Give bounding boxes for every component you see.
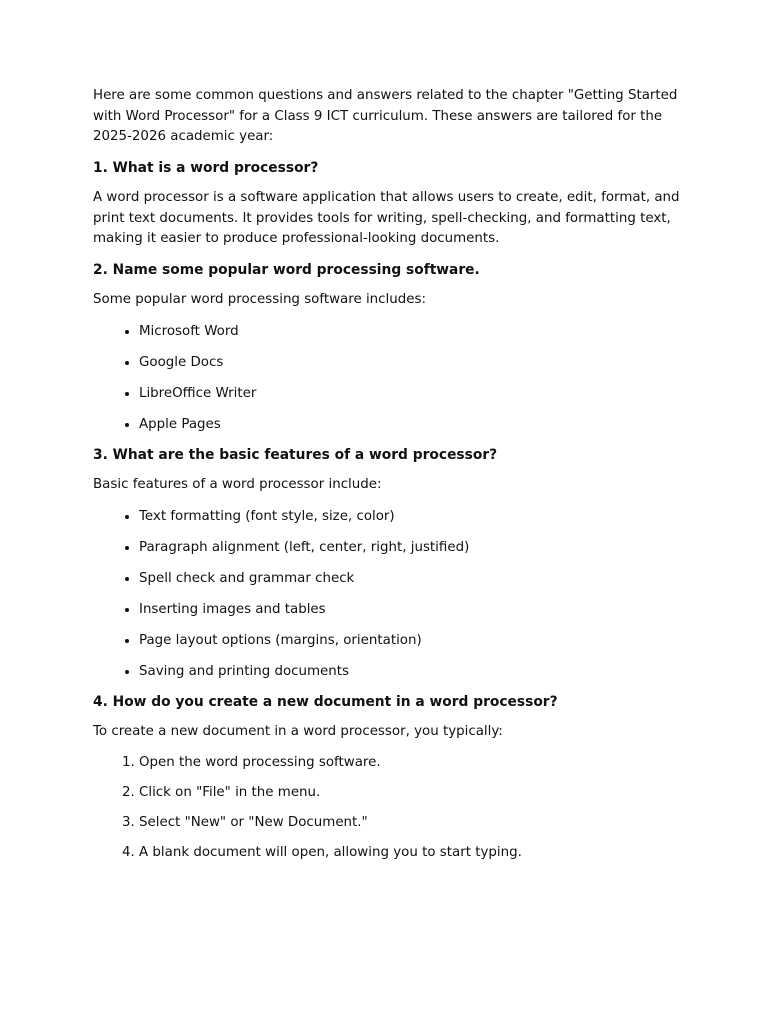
steps-list	[93, 753, 683, 864]
answer-4-paragraph: To create a new document in a word processor, you typically:	[93, 724, 503, 739]
list-item: • Google Docs	[139, 352, 683, 374]
question-1-heading: 1. What is a word processor?	[93, 159, 319, 176]
list-item: 1. Open the word processing software.	[139, 753, 683, 774]
list-item: • Paragraph alignment (left, center, right, justified)	[139, 537, 683, 559]
list-item: 2. Click on "File" in the menu.	[139, 783, 683, 804]
answer-1-paragraph: A word processor is a software application that allows users to create, edit, format, and print text documents. It provides tools for writing, spell-checking, and formatting text, making it easier to produce professional-looking documents.	[93, 190, 680, 246]
list-item: 3. Select "New" or "New Document."	[139, 813, 683, 834]
list-item: • Apple Pages	[139, 414, 683, 436]
list-item: 4. A blank document will open, allowing you to start typing.	[139, 843, 683, 864]
software-list	[93, 321, 683, 436]
list-item: • Text formatting (font style, size, color)	[139, 506, 683, 528]
intro-paragraph: Here are some common questions and answers related to the chapter "Getting Started with Word Processor" for a Class 9 ICT curriculum. These answers are tailored for the 2025-2026 academic year:	[93, 88, 678, 144]
list-item: • Inserting images and tables	[139, 599, 683, 621]
list-item: • Saving and printing documents	[139, 661, 683, 683]
document-page	[93, 86, 683, 873]
list-item: • Page layout options (margins, orientation)	[139, 630, 683, 652]
list-item: • Spell check and grammar check	[139, 568, 683, 590]
question-4-heading: 4. How do you create a new document in a word processor?	[93, 693, 558, 710]
question-2-heading: 2. Name some popular word processing software.	[93, 261, 480, 278]
features-list	[93, 506, 683, 683]
answer-2-paragraph: Some popular word processing software includes:	[93, 292, 426, 307]
answer-3-paragraph: Basic features of a word processor include:	[93, 477, 382, 492]
list-item: • LibreOffice Writer	[139, 383, 683, 405]
question-3-heading: 3. What are the basic features of a word processor?	[93, 446, 498, 463]
list-item: • Microsoft Word	[139, 321, 683, 343]
